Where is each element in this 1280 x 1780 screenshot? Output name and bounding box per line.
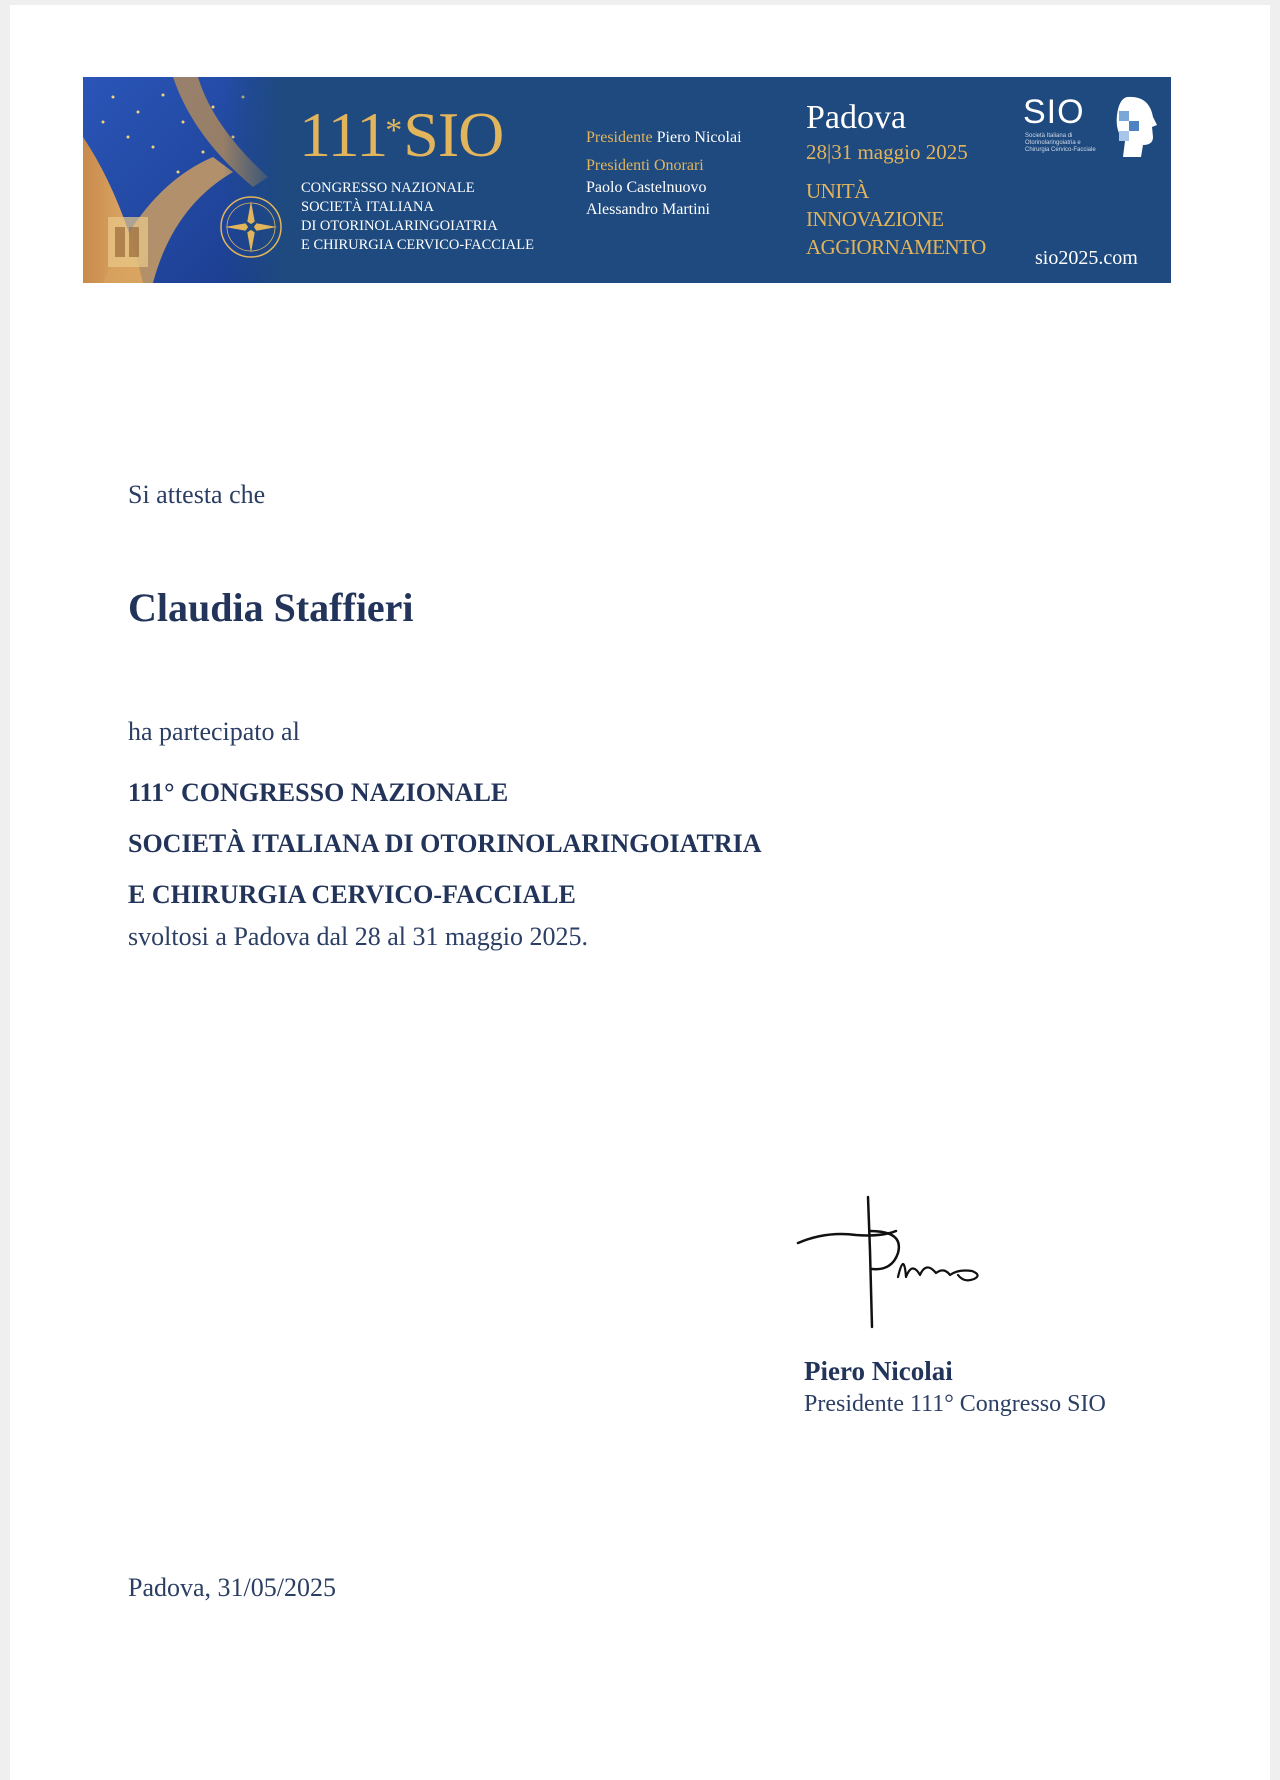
brand-name: SIO [403,99,504,170]
congress-title-line: E CHIRURGIA CERVICO-FACCIALE [128,880,576,909]
sio-logo [1023,95,1163,155]
honorary-label: Presidenti Onorari [586,157,704,174]
congress-title-line: 111° CONGRESSO NAZIONALE [128,778,509,807]
banner-website: sio2025.com [1035,247,1138,269]
banner-congress-name [301,179,534,255]
banner-motto [806,177,986,261]
edition-number: 111 [299,99,388,170]
banner-location-dates [806,99,986,261]
handwritten-signature [786,1191,1006,1341]
motto-line: AGGIORNAMENTO [806,235,986,259]
president-label: Presidente [586,129,653,146]
banner-presidents [586,127,742,221]
congress-title [128,767,762,920]
edition-star: * [385,112,402,149]
place-and-date: Padova, 31/05/2025 [128,1573,336,1602]
signer-name: Piero Nicolai [804,1356,953,1386]
event-dates-text: svoltosi a Padova dal 28 al 31 maggio 2025. [128,922,589,951]
banner-congress-line: SOCIETÀ ITALIANA [301,199,434,215]
motto-line: INNOVAZIONE [806,207,944,231]
congress-title-line: SOCIETÀ ITALIANA DI OTORINOLARINGOIATRIA [128,829,762,858]
president-line [586,127,742,149]
banner-congress-line: CONGRESSO NAZIONALE [301,180,475,196]
banner-city: Padova [806,99,907,136]
certificate-intro: Si attesta che [128,480,266,509]
chapel-fresco-image [83,77,283,283]
banner-congress-line: DI OTORINOLARINGOIATRIA [301,218,498,234]
banner-congress-line: E CHIRURGIA CERVICO-FACCIALE [301,237,534,253]
sio-111-logotype [299,99,504,170]
president-name: Piero Nicolai [656,129,742,146]
participation-text: ha partecipato al [128,717,300,746]
sio-logo-subtitle: Società Italiana di Otorinolaringoiatria e Chirurgia Cervico-Facciale [1025,133,1096,153]
motto-line: UNITÀ [806,179,869,203]
sio-logo-text: SIO [1023,93,1085,131]
banner-dates: 28|31 maggio 2025 [806,140,968,164]
head-profile-icon [1113,95,1157,159]
congress-banner [83,77,1171,283]
compass-star-icon [221,197,281,257]
honorary-name: Paolo Castelnuovo [586,179,707,196]
recipient-name: Claudia Staffieri [128,585,414,630]
honorary-name: Alessandro Martini [586,201,710,218]
signer-role: Presidente 111° Congresso SIO [804,1391,1106,1417]
certificate-page [10,5,1270,1780]
